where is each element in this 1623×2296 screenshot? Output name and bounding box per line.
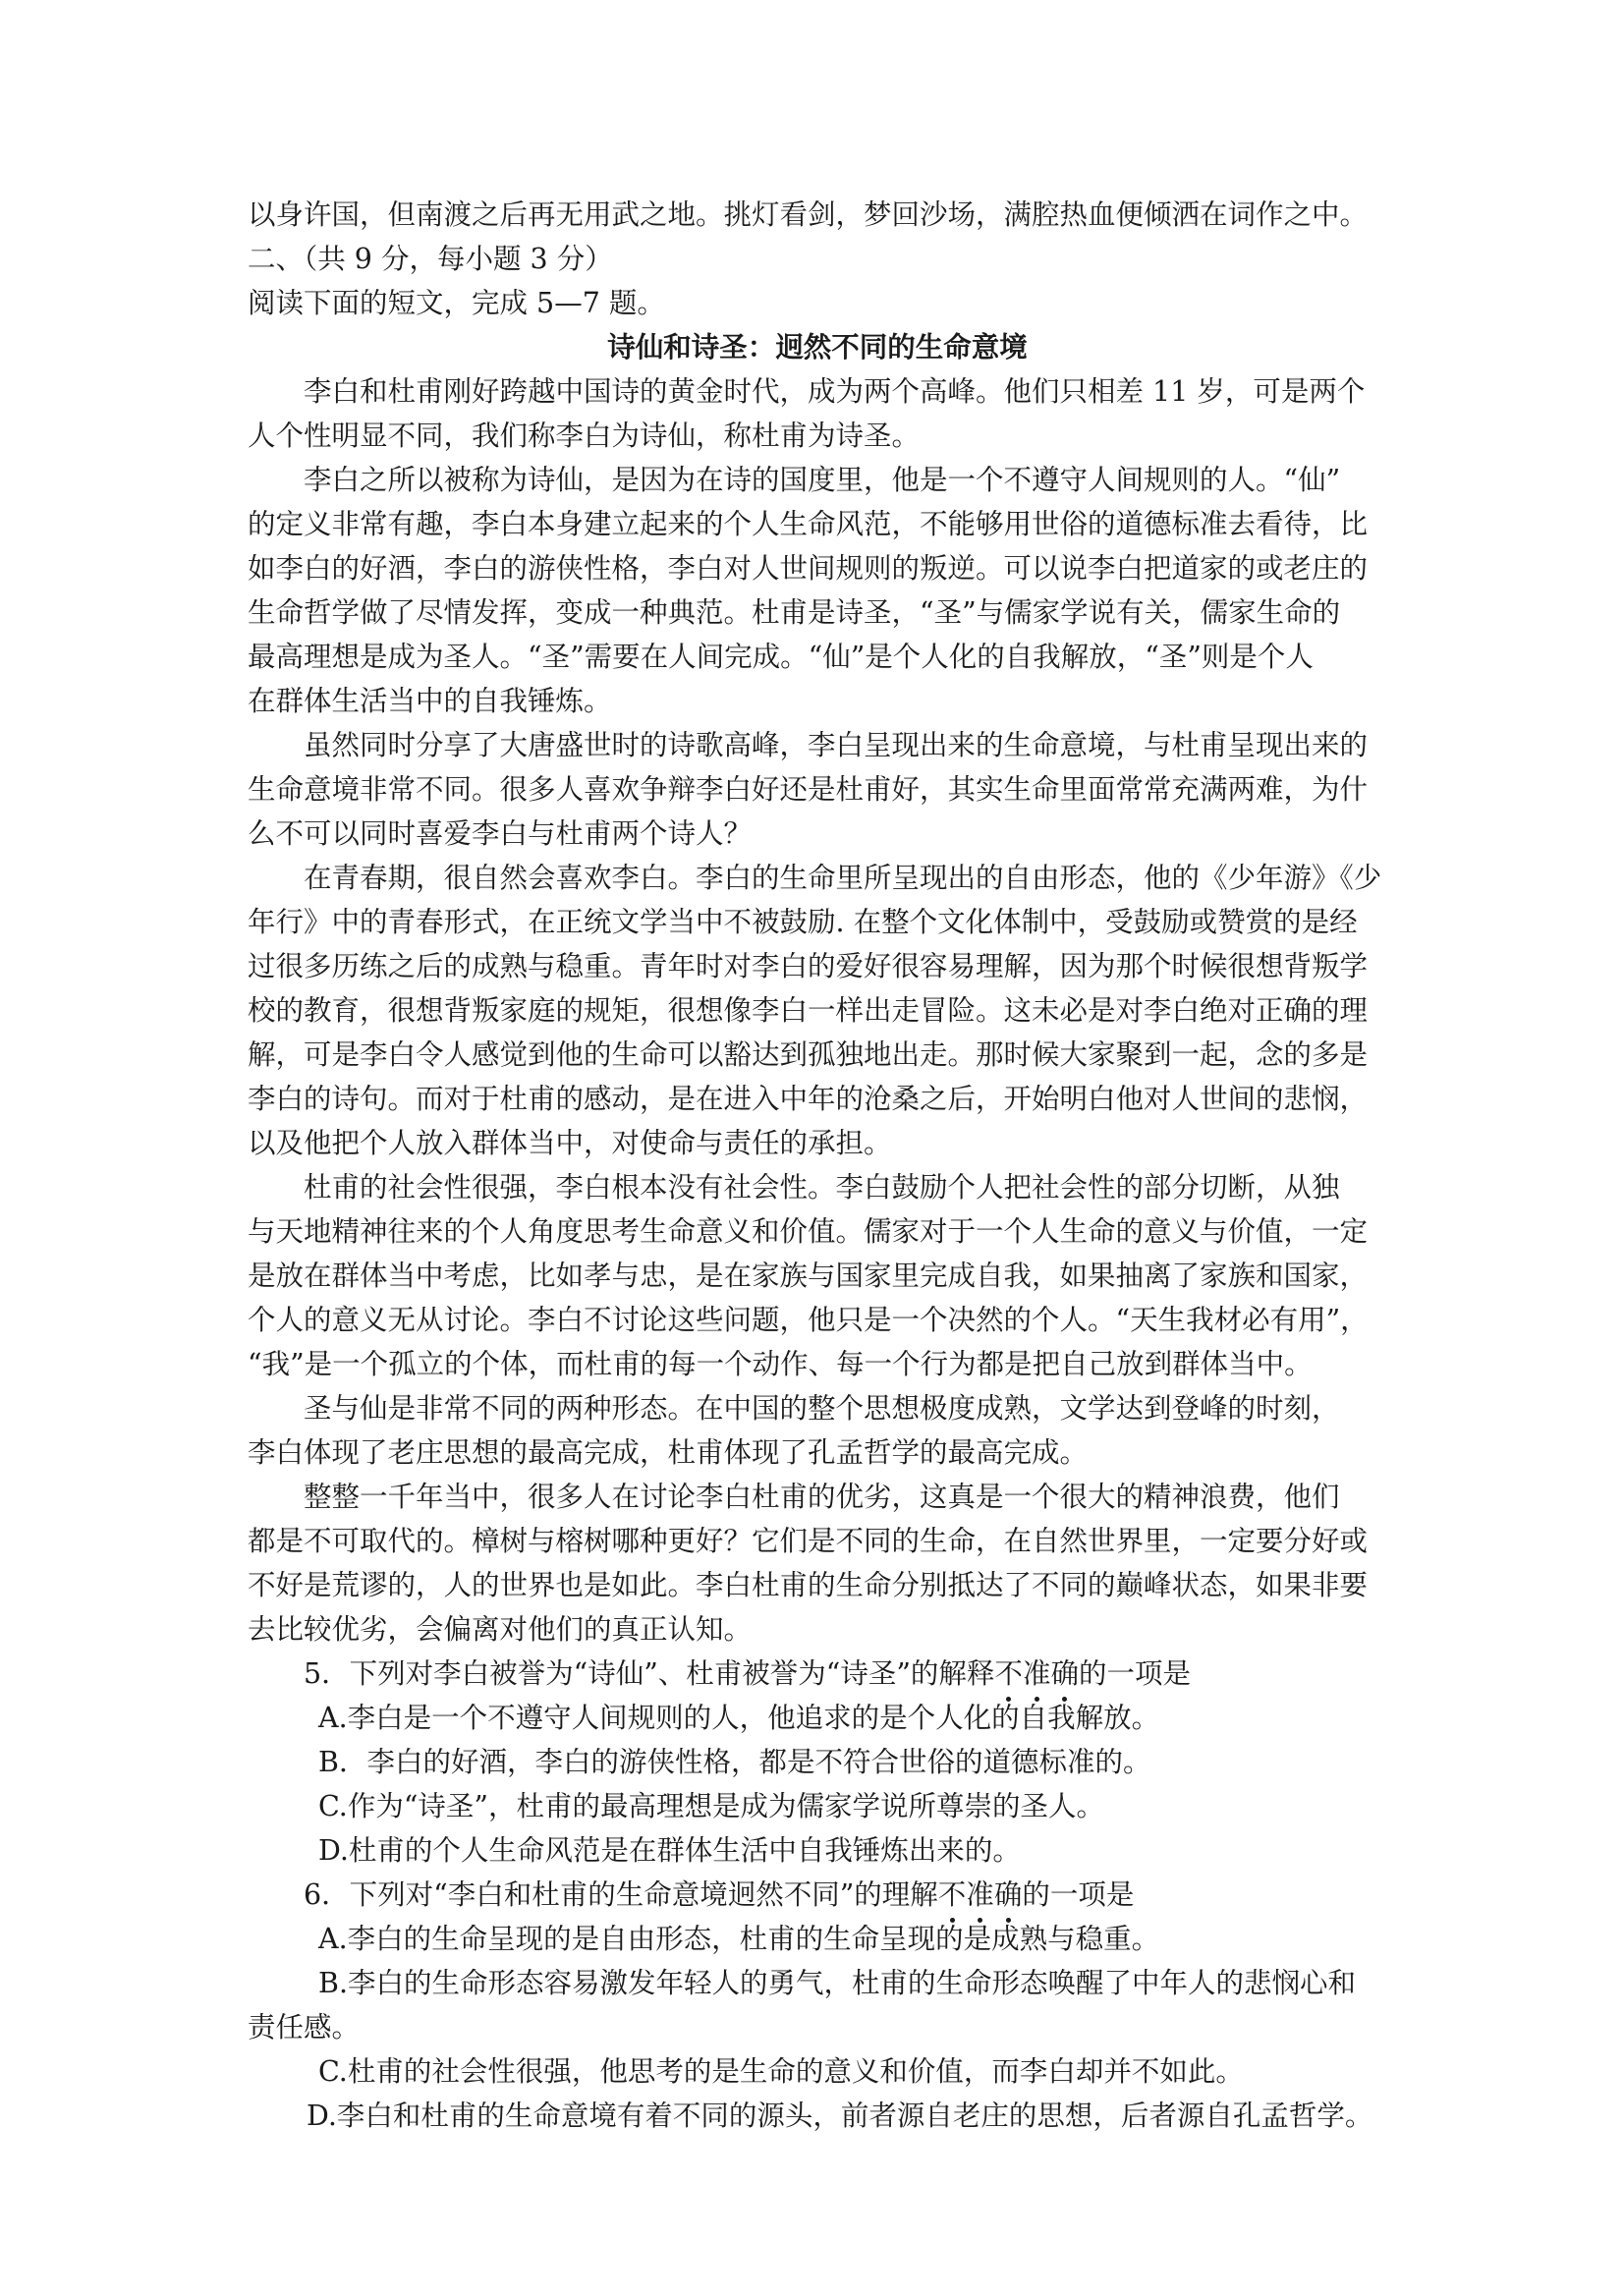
article-body (248, 369, 1387, 1652)
paragraph-line: 生命意境非常不同。很多人喜欢争辩李白好还是杜甫好，其实生命里面常常充满两难，为什 (248, 773, 1369, 806)
paragraph-line: 过很多历练之后的成熟与稳重。青年时对李白的爱好很容易理解，因为那个时候很想背叛学 (248, 950, 1369, 982)
option-c: C.作为“诗圣”，杜甫的最高理想是成为儒家学说所尊崇的圣人。 (318, 1790, 1104, 1822)
option-d: D.杜甫的个人生命风范是在群体生活中自我锤炼出来的。 (318, 1834, 1021, 1867)
option-b: B．李白的好酒，李白的游侠性格，都是不符合世俗的道德标准的。 (318, 1746, 1151, 1778)
emphasis-char: 不 (938, 1873, 967, 1917)
question-6 (248, 1873, 1387, 2138)
question-stem: 5．下列对李白被誉为“诗仙”、杜甫被誉为“诗圣”的解释不准确的一项是 (248, 1652, 1387, 1696)
emphasis-char: 不 (994, 1652, 1023, 1696)
article-paragraph (248, 1475, 1387, 1652)
paragraph-line: 校的教育，很想背叛家庭的规矩，很想像李白一样出走冒险。这未必是对李白绝对正确的理 (248, 994, 1369, 1027)
paragraph-line: 以及他把个人放入群体当中，对使命与责任的承担。 (248, 1127, 892, 1159)
option-d: D.李白和杜甫的生命意境有着不同的源头，前者源自老庄的思想，后者源自孔孟哲学。 (307, 2100, 1373, 2132)
paragraph-line: “我”是一个孤立的个体，而杜甫的每一个动作、每一个行为都是把自己放到群体当中。 (248, 1348, 1313, 1380)
paragraph-line: 在群体生活当中的自我锤炼。 (248, 685, 612, 717)
question-stem: 6．下列对“李白和杜甫的生命意境迥然不同”的理解不准确的一项是 (248, 1873, 1387, 1917)
option-a: A.李白的生命呈现的是自由形态，杜甫的生命呈现的是成熟与稳重。 (318, 1923, 1160, 1955)
previous-passage-tail: 以身许国，但南渡之后再无用武之地。挑灯看剑，梦回沙场，满腔热血便倾洒在词作之中。 (248, 198, 1369, 231)
article-paragraph (248, 369, 1387, 458)
paragraph-line: 人个性明显不同，我们称李白为诗仙，称杜甫为诗圣。 (248, 420, 921, 452)
option-b-continued: 责任感。 (248, 2011, 361, 2044)
paragraph-line: 去比较优劣，会偏离对他们的真正认知。 (248, 1613, 753, 1646)
emphasis-char: 准 (966, 1873, 994, 1917)
paragraph-line: 李白之所以被称为诗仙，是因为在诗的国度里，他是一个不遵守人间规则的人。“仙” (304, 464, 1341, 496)
paragraph-line: 李白的诗句。而对于杜甫的感动，是在进入中年的沧桑之后，开始明白他对人世间的悲悯， (248, 1083, 1369, 1115)
article-title: 诗仙和诗圣：迥然不同的生命意境 (607, 330, 1028, 364)
section-header: 二、（共 9 分，每小题 3 分） (248, 243, 613, 275)
option-b: B.李白的生命形态容易激发年轻人的勇气，杜甫的生命形态唤醒了中年人的悲悯心和 (318, 1967, 1357, 1999)
paragraph-line: 杜甫的社会性很强，李白根本没有社会性。李白鼓励个人把社会性的部分切断，从独 (304, 1171, 1340, 1204)
section-instruction: 阅读下面的短文，完成 5—7 题。 (248, 287, 665, 319)
question-5 (248, 1652, 1387, 1873)
article-paragraph (248, 723, 1387, 856)
paragraph-line: 生命哲学做了尽情发挥，变成一种典范。杜甫是诗圣，“圣”与儒家学说有关，儒家生命的 (248, 596, 1341, 629)
article-paragraph (248, 856, 1387, 1165)
article-paragraph (248, 1386, 1387, 1475)
emphasis-char: 确 (1050, 1652, 1079, 1696)
paragraph-line: 解，可是李白令人感觉到他的生命可以豁达到孤独地出走。那时候大家聚到一起，念的多是 (248, 1038, 1369, 1071)
emphasis-char: 准 (1023, 1652, 1051, 1696)
paragraph-line: 都是不可取代的。樟树与榕树哪种更好？它们是不同的生命，在自然世界里，一定要分好或 (248, 1525, 1369, 1557)
paragraph-line: 整整一千年当中，很多人在讨论李白杜甫的优劣，这真是一个很大的精神浪费，他们 (304, 1481, 1340, 1513)
exam-page (248, 193, 1387, 2138)
paragraph-line: 最高理想是成为圣人。“圣”需要在人间完成。“仙”是个人化的自我解放，“圣”则是个人 (248, 641, 1314, 673)
paragraph-line: 不好是荒谬的，人的世界也是如此。李白杜甫的生命分别抵达了不同的巅峰状态，如果非要 (248, 1569, 1369, 1601)
paragraph-line: 虽然同时分享了大唐盛世时的诗歌高峰，李白呈现出来的生命意境，与杜甫呈现出来的 (304, 729, 1369, 761)
article-paragraph (248, 1165, 1387, 1386)
article-paragraph (248, 458, 1387, 723)
paragraph-line: 是放在群体当中考虑，比如孝与忠，是在家族与国家里完成自我，如果抽离了家族和国家， (248, 1260, 1369, 1292)
paragraph-line: 李白和杜甫刚好跨越中国诗的黄金时代，成为两个高峰。他们只相差 11 岁，可是两个 (304, 375, 1366, 408)
paragraph-line: 的定义非常有趣，李白本身建立起来的个人生命风范，不能够用世俗的道德标准去看待，比 (248, 508, 1369, 540)
paragraph-line: 李白体现了老庄思想的最高完成，杜甫体现了孔孟哲学的最高完成。 (248, 1436, 1089, 1469)
paragraph-line: 如李白的好酒，李白的游侠性格，李白对人世间规则的叛逆。可以说李白把道家的或老庄的 (248, 552, 1369, 585)
paragraph-line: 在青春期，很自然会喜欢李白。李白的生命里所呈现出的自由形态，他的《少年游》《少 (304, 862, 1382, 894)
paragraph-line: 年行》中的青春形式，在正统文学当中不被鼓励. 在整个文化体制中，受鼓励或赞赏的是经 (248, 906, 1358, 938)
option-a: A.李白是一个不遵守人间规则的人，他追求的是个人化的自我解放。 (318, 1702, 1160, 1734)
paragraph-line: 与天地精神往来的个人角度思考生命意义和价值。儒家对于一个人生命的意义与价值，一定 (248, 1215, 1369, 1248)
paragraph-line: 圣与仙是非常不同的两种形态。在中国的整个思想极度成熟，文学达到登峰的时刻， (304, 1392, 1340, 1425)
emphasis-char: 确 (994, 1873, 1023, 1917)
paragraph-line: 个人的意义无从讨论。李白不讨论这些问题，他只是一个决然的个人。“天生我材必有用”， (248, 1304, 1369, 1336)
paragraph-line: 么不可以同时喜爱李白与杜甫两个诗人？ (248, 817, 753, 850)
option-c: C.杜甫的社会性很强，他思考的是生命的意义和价值，而李白却并不如此。 (318, 2055, 1244, 2088)
